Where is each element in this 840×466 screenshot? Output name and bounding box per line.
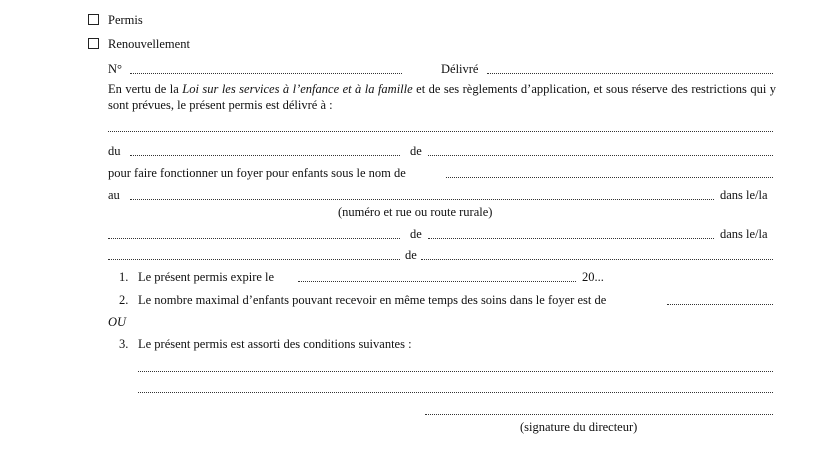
signature-field[interactable] — [425, 414, 773, 415]
delivre-label: Délivré — [441, 62, 479, 76]
de-field-2[interactable] — [428, 238, 714, 239]
expiry-year: 20... — [582, 270, 604, 284]
address-caption: (numéro et rue ou route rurale) — [338, 205, 493, 219]
permis-checkbox[interactable] — [88, 14, 99, 25]
intro-pre: En vertu de la — [108, 82, 183, 96]
expiry-date-field[interactable] — [298, 281, 576, 282]
foyer-name-field[interactable] — [446, 177, 773, 178]
conditions-line-2[interactable] — [138, 392, 773, 393]
ou-label: OU — [108, 315, 127, 329]
foyer-label: pour faire fonctionner un foyer pour enfants sous le nom de — [108, 166, 406, 180]
permis-label: Permis — [108, 13, 143, 27]
delivre-field[interactable] — [487, 73, 773, 74]
au-label: au — [108, 188, 120, 202]
dans-label-1: dans le/la — [720, 188, 768, 202]
municipality-field[interactable] — [108, 259, 400, 260]
de-field-1[interactable] — [428, 155, 773, 156]
locality-field[interactable] — [108, 238, 400, 239]
item1-number: 1. — [119, 270, 129, 284]
item1-text: Le présent permis expire le — [138, 270, 275, 284]
max-children-field[interactable] — [667, 304, 773, 305]
de-label-2: de — [410, 227, 422, 241]
address-field[interactable] — [130, 199, 714, 200]
du-label: du — [108, 144, 121, 158]
licensee-field[interactable] — [108, 131, 773, 132]
de-label-1: de — [410, 144, 422, 158]
signature-caption: (signature du directeur) — [520, 420, 638, 434]
du-field[interactable] — [130, 155, 400, 156]
de-label-3: de — [405, 248, 417, 262]
intro-post: et de ses règlements d’application, et sous réserve des restrictions qui y sont prévues, le présent permis est délivré à : — [108, 82, 777, 112]
item2-number: 2. — [119, 293, 129, 307]
intro-paragraph — [108, 82, 776, 113]
de-field-3[interactable] — [421, 259, 773, 260]
conditions-line-1[interactable] — [138, 371, 773, 372]
dans-label-2: dans le/la — [720, 227, 768, 241]
numero-label: N° — [108, 62, 123, 76]
item3-text: Le présent permis est assorti des conditions suivantes : — [138, 337, 412, 351]
renouvellement-checkbox[interactable] — [88, 38, 99, 49]
item2-text: Le nombre maximal d’enfants pouvant recevoir en même temps des soins dans le foyer est de — [138, 293, 607, 307]
item3-number: 3. — [119, 337, 129, 351]
law-title: Loi sur les services à l’enfance et à la famille — [182, 82, 413, 96]
numero-field[interactable] — [130, 73, 402, 74]
renouvellement-label: Renouvellement — [108, 37, 190, 51]
